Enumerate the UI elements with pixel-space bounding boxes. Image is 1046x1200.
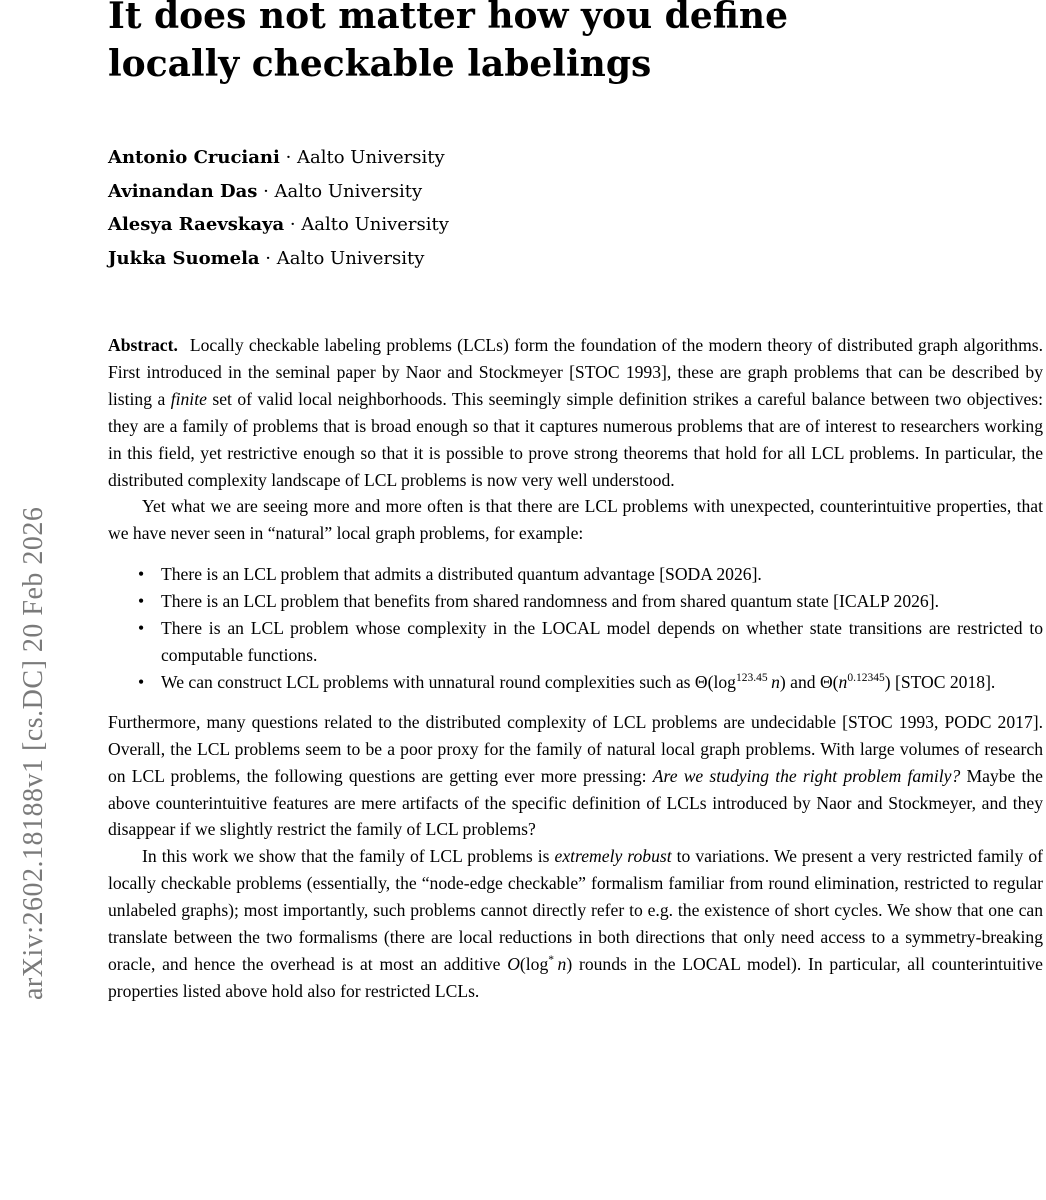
math-text: ) bbox=[566, 953, 573, 974]
abstract-text: to variations. We present a very restricted family of locally checkable problems (essentially, the “node-edge checkable” formalism familiar from round elimination, restricted to regular unlabeled graphs); most importantly, such problems cannot directly refer to e.g. the existence of short cycles. We show that one can translate between the two formalisms (there are local reductions in both directions that only need access to a symmetry-breaking oracle, and hence the overhead is at most an additive bbox=[108, 846, 1043, 974]
abstract-paragraph-1 bbox=[108, 332, 1043, 493]
abstract-text: In this work we show that the family of LCL problems is bbox=[142, 846, 555, 867]
author-entry bbox=[108, 178, 808, 212]
abstract-body bbox=[108, 332, 1043, 1005]
abstract-text: rounds in the LOCAL model). In particular, all counterintuitive properties listed above hold also for restricted LCLs. bbox=[108, 953, 1043, 1001]
author-affiliation: · Aalto University bbox=[284, 214, 449, 235]
author-name: Antonio Cruciani bbox=[108, 147, 280, 168]
emphasis: finite bbox=[170, 388, 207, 409]
author-affiliation: · Aalto University bbox=[279, 147, 445, 168]
example-list bbox=[108, 561, 1043, 696]
math-var: n bbox=[557, 953, 567, 974]
superscript: * bbox=[548, 953, 555, 966]
list-item: • There is an LCL problem whose complexity in the LOCAL model depends on whether state transitions are restricted to computable functions. bbox=[108, 615, 1043, 669]
math-var: n bbox=[771, 671, 780, 692]
list-item bbox=[108, 669, 1043, 696]
abstract-text: Furthermore, many questions related to the distributed complexity of LCL problems are undecidable [STOC 1993, PODC 2017]. Overall, the LCL problems seem to be a poor proxy for the family of natural local graph problems. With large volumes of research on LCL problems, the following questions are getting ever more pressing: bbox=[108, 711, 1043, 786]
abstract-paragraph-4 bbox=[108, 843, 1043, 1004]
list-item-text: ) [STOC 2018]. bbox=[884, 671, 996, 692]
abstract-text: Locally checkable labeling problems (LCLs) form the foundation of the modern theory of distributed graph algorithms. First introduced in the seminal paper by Naor and Stockmeyer [STOC 1993], these are graph problems that can be described by listing a bbox=[108, 335, 1043, 409]
superscript: 123.45 bbox=[735, 671, 768, 684]
abstract-text: Maybe the above counterintuitive features are mere artifacts of the specific definition of LCLs introduced by Naor and Stockmeyer, and they disappear if we slightly restrict the family of LCL problems? bbox=[108, 765, 1043, 840]
emphasis: Are we studying the right problem family? bbox=[652, 765, 961, 786]
author-affiliation: · Aalto University bbox=[257, 180, 423, 202]
author-affiliation: · Aalto University bbox=[259, 247, 425, 269]
math-var: O bbox=[507, 953, 520, 974]
list-item: • There is an LCL problem that admits a distributed quantum advantage [SODA 2026]. bbox=[108, 561, 1043, 588]
abstract-paragraph-2: Yet what we are seeing more and more often is that there are LCL problems with unexpected, counterintuitive properties, that we have never seen in “natural” local graph problems, for example: bbox=[108, 496, 1043, 544]
math-var: n bbox=[838, 671, 848, 692]
author-entry bbox=[108, 245, 808, 279]
superscript: 0.12345 bbox=[847, 671, 885, 684]
emphasis: extremely robust bbox=[554, 846, 672, 867]
list-item: • There is an LCL problem that benefits from shared randomness and from shared quantum state [ICALP 2026]. bbox=[108, 588, 1043, 615]
author-entry bbox=[108, 211, 808, 245]
abstract-text: set of valid local neighborhoods. This seemingly simple definition strikes a careful balance between two objectives: they are a family of problems that is broad enough so that it captures numerous problems that are of interest to researchers working in this field, yet restrictive enough so that it is possible to prove strong theorems that hold for all LCL problems. In particular, the distributed complexity landscape of LCL problems is now very well understood. bbox=[108, 388, 1043, 490]
list-item-text: ) and Θ( bbox=[779, 671, 839, 692]
abstract-label: Abstract. bbox=[108, 335, 178, 355]
author-name: Jukka Suomela bbox=[108, 247, 260, 269]
math-text: (log bbox=[519, 953, 549, 974]
author-name: Avinandan Das bbox=[108, 180, 258, 202]
title-line-1: It does not matter how you define bbox=[108, 0, 788, 37]
list-item-text: We can construct LCL problems with unnatural round complexities such as Θ(log bbox=[161, 671, 736, 692]
paper-title bbox=[108, 0, 1008, 88]
arxiv-identifier: arXiv:2602.18188v1 [cs.DC] 20 Feb 2026 bbox=[18, 506, 49, 1000]
author-entry bbox=[108, 144, 808, 178]
author-list bbox=[108, 144, 808, 278]
abstract-paragraph-3 bbox=[108, 709, 1043, 844]
title-line-2: locally checkable labelings bbox=[108, 43, 652, 85]
author-name: Alesya Raevskaya bbox=[108, 214, 285, 235]
